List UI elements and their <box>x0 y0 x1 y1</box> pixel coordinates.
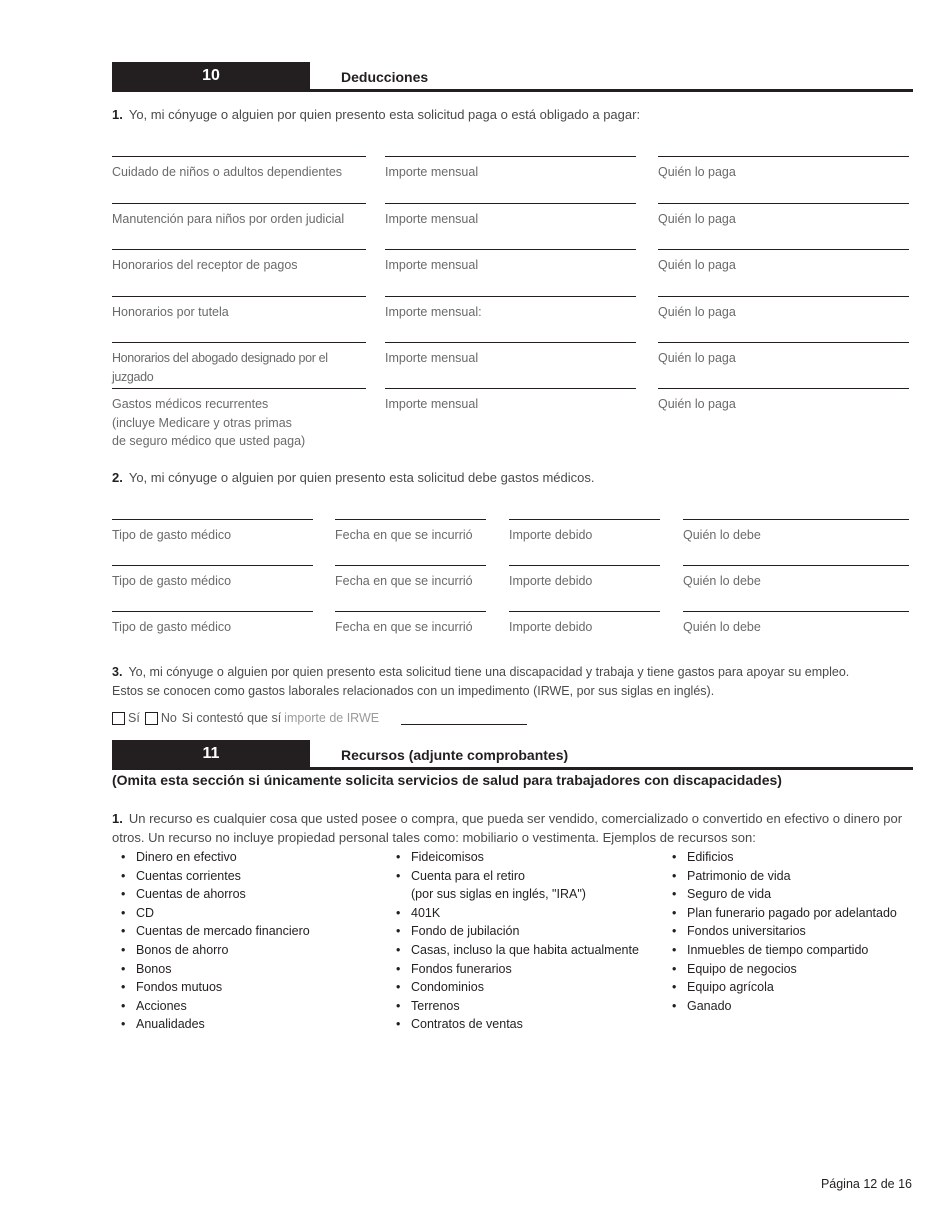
question-number: 1. <box>112 811 123 826</box>
list-item: • Patrimonio de vida <box>663 867 897 886</box>
list-item: • Equipo agrícola <box>663 978 897 997</box>
deduction-label: Honorarios por tutela <box>112 296 366 322</box>
irwe-amount-hint: importe de IRWE <box>284 711 380 725</box>
question-text: Estos se conocen como gastos laborales relacionados con un impedimento (IRWE, por sus siglas en inglés). <box>112 684 715 698</box>
list-item: • Edificios <box>663 848 897 867</box>
medical-expense-type-field[interactable]: Tipo de gasto médico <box>112 611 313 637</box>
medical-expense-type-field[interactable]: Tipo de gasto médico <box>112 565 313 591</box>
question-3 <box>112 663 849 701</box>
list-item: • Dinero en efectivo <box>112 848 310 867</box>
resources-list-col1 <box>112 848 310 1034</box>
date-incurred-field[interactable]: Fecha en que se incurrió <box>335 565 486 591</box>
section-number: 11 <box>112 740 310 770</box>
yes-checkbox[interactable] <box>112 712 125 725</box>
list-item: • Cuentas de ahorros <box>112 885 310 904</box>
question-2 <box>112 468 595 487</box>
no-label: No <box>160 711 177 725</box>
list-item: • Bonos <box>112 960 310 979</box>
resources-list-col3 <box>663 848 897 1015</box>
irwe-answer-row <box>112 710 527 726</box>
irwe-amount-input[interactable] <box>401 711 527 725</box>
section-10-header <box>112 62 913 92</box>
question-text: Un recurso es cualquier cosa que usted posee o compra, que pueda ser vendido, comercializado o convertido en efectivo o dinero por <box>128 811 903 826</box>
list-item: • Condominios <box>387 978 639 997</box>
followup-text: Si contestó que sí <box>181 711 282 725</box>
list-item: • CD <box>112 904 310 923</box>
payer-field[interactable]: Quién lo paga <box>658 156 909 182</box>
list-item: • Cuenta para el retiro <box>387 867 639 886</box>
resources-list-col2 <box>387 848 639 1034</box>
question-number: 2. <box>112 470 123 485</box>
monthly-amount-field[interactable]: Importe mensual <box>385 388 636 414</box>
owed-by-field[interactable]: Quién lo debe <box>683 565 909 591</box>
list-item: • Equipo de negocios <box>663 960 897 979</box>
amount-owed-field[interactable]: Importe debido <box>509 611 660 637</box>
question-1 <box>112 809 902 847</box>
medical-expense-type-field[interactable]: Tipo de gasto médico <box>112 519 313 545</box>
list-item: • Cuentas de mercado financiero <box>112 922 310 941</box>
no-checkbox[interactable] <box>145 712 158 725</box>
list-item: • Fondos mutuos <box>112 978 310 997</box>
deduction-label <box>112 388 366 451</box>
payer-field[interactable]: Quién lo paga <box>658 203 909 229</box>
deduction-label: Cuidado de niños o adultos dependientes <box>112 156 366 182</box>
monthly-amount-field[interactable]: Importe mensual <box>385 249 636 275</box>
payer-field[interactable]: Quién lo paga <box>658 342 909 368</box>
payer-field[interactable]: Quién lo paga <box>658 249 909 275</box>
section-11-header <box>112 740 913 770</box>
monthly-amount-field[interactable]: Importe mensual: <box>385 296 636 322</box>
list-item: • Fideicomisos <box>387 848 639 867</box>
date-incurred-field[interactable]: Fecha en que se incurrió <box>335 611 486 637</box>
list-item: • Casas, incluso la que habita actualmente <box>387 941 639 960</box>
yes-label: Sí <box>128 711 140 725</box>
payer-field[interactable]: Quién lo paga <box>658 388 909 414</box>
list-item: • Contratos de ventas <box>387 1015 639 1034</box>
list-item: • Fondos funerarios <box>387 960 639 979</box>
list-item: • Anualidades <box>112 1015 310 1034</box>
question-number: 3. <box>112 665 123 679</box>
section-title: Deducciones <box>341 69 429 85</box>
question-text: Yo, mi cónyuge o alguien por quien presento esta solicitud debe gastos médicos. <box>128 470 595 485</box>
owed-by-field[interactable]: Quién lo debe <box>683 611 909 637</box>
list-item: • 401K <box>387 904 639 923</box>
monthly-amount-field[interactable]: Importe mensual <box>385 203 636 229</box>
deduction-label: Honorarios del receptor de pagos <box>112 249 366 275</box>
section-number: 10 <box>112 62 310 92</box>
monthly-amount-field[interactable]: Importe mensual <box>385 156 636 182</box>
list-item: • Fondos universitarios <box>663 922 897 941</box>
question-1 <box>112 105 640 124</box>
question-text: Yo, mi cónyuge o alguien por quien presento esta solicitud tiene una discapacidad y trabaja y tiene gastos para apoyar su empleo. <box>128 665 850 679</box>
list-item-continuation: (por sus siglas en inglés, "IRA") <box>411 887 586 902</box>
amount-owed-field[interactable]: Importe debido <box>509 565 660 591</box>
section-title: Recursos (adjunte comprobantes) <box>341 747 569 763</box>
question-text: otros. Un recurso no incluye propiedad personal tales como: mobiliario o vestimenta. Ejemplos de recursos son: <box>112 830 756 845</box>
list-item: • Inmuebles de tiempo compartido <box>663 941 897 960</box>
page-number: Página 12 de 16 <box>820 1177 912 1191</box>
label-line: (incluye Medicare y otras primas <box>112 415 292 430</box>
list-item: • Acciones <box>112 997 310 1016</box>
question-text: Yo, mi cónyuge o alguien por quien presento esta solicitud paga o está obligado a pagar: <box>128 107 641 122</box>
list-item: • Seguro de vida <box>663 885 897 904</box>
date-incurred-field[interactable]: Fecha en que se incurrió <box>335 519 486 545</box>
section-note: (Omita esta sección si únicamente solicita servicios de salud para trabajadores con discapacidades) <box>112 772 782 788</box>
list-item: • Plan funerario pagado por adelantado <box>663 904 897 923</box>
label-line: de seguro médico que usted paga) <box>112 434 306 448</box>
deduction-label: Manutención para niños por orden judicial <box>112 203 366 229</box>
monthly-amount-field[interactable]: Importe mensual <box>385 342 636 368</box>
owed-by-field[interactable]: Quién lo debe <box>683 519 909 545</box>
list-item: • Ganado <box>663 997 897 1016</box>
payer-field[interactable]: Quién lo paga <box>658 296 909 322</box>
label-line: Gastos médicos recurrentes <box>112 397 269 411</box>
list-item: • Bonos de ahorro <box>112 941 310 960</box>
list-item: • Cuentas corrientes <box>112 867 310 886</box>
list-item: • Terrenos <box>387 997 639 1016</box>
amount-owed-field[interactable]: Importe debido <box>509 519 660 545</box>
list-item: • Fondo de jubilación <box>387 922 639 941</box>
deduction-label: Honorarios del abogado designado por el juzgado <box>112 342 366 386</box>
question-number: 1. <box>112 107 123 122</box>
